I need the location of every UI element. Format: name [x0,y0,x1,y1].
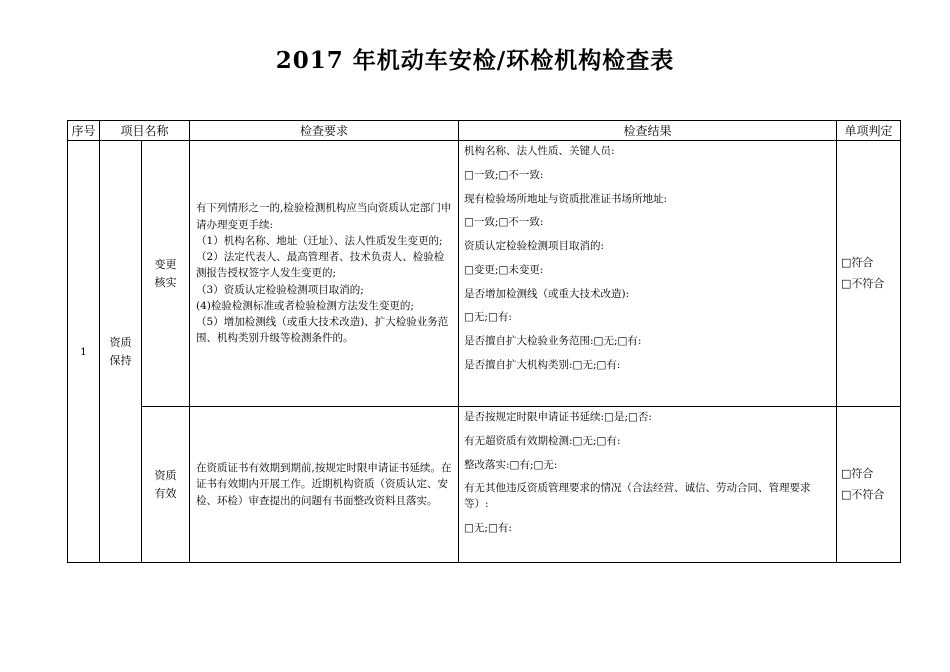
page-title: 2017 年机动车安检/环检机构检查表 [275,47,675,74]
requirement-line: （5）增加检测线（或重大技术改造)、扩大检验业务范围、机构类别升级等检测条件的。 [196,316,449,345]
header-judgment: 单项判定 [837,121,901,141]
judgment-cell [837,407,901,563]
result-line[interactable]: 机构名称、法人性质、关键人员: [464,145,615,157]
category-cell [100,141,142,563]
result-line[interactable]: □无;□有: [464,311,512,324]
result-line[interactable]: 有无超资质有效期检测:□无;□有: [464,434,621,447]
category-line: 资质 [109,336,132,350]
result-line[interactable]: 是否增加检测线（或重大技术改造): [464,287,630,300]
result-line[interactable]: 是否按规定时限申请证书延续:□是;□否: [464,411,652,423]
judgment-fail-checkbox[interactable]: □不符合 [841,487,885,501]
requirement-cell [190,407,459,563]
result-cell [459,141,837,407]
result-line[interactable]: □一致;□不一致: [464,216,544,229]
judgment-cell [837,141,901,407]
result-line[interactable]: □无;□有: [464,521,512,534]
header-requirement: 检查要求 [190,121,459,141]
subitem-line: 核实 [154,275,177,289]
result-cell [459,407,837,563]
result-line[interactable]: 是否擅自扩大机构类别:□无;□有: [464,358,621,371]
header-seq: 序号 [68,121,100,141]
result-line[interactable]: 现有检验场所地址与资质批准证书场所地址: [464,192,668,205]
requirement-cell [190,141,459,407]
judgment-fail-checkbox[interactable]: □不符合 [841,276,885,290]
requirement-line: (4)检验检测标准或者检验检测方法发生变更的; [196,299,414,312]
result-line[interactable]: □变更;□未变更: [464,263,544,276]
subitem-line: 变更 [154,258,177,272]
table-row [68,407,901,563]
subitem-line: 有效 [154,486,177,500]
header-row [68,121,901,141]
result-line[interactable]: 有无其他违反资质管理要求的情况（合法经营、诚信、劳动合同、管理要求等）: [464,482,811,510]
judgment-pass-checkbox[interactable]: □符合 [841,466,874,480]
header-item: 项目名称 [100,121,190,141]
judgment-pass-checkbox[interactable]: □符合 [841,255,874,269]
subitem-name-validity [142,407,190,563]
requirement-line: （1）机构名称、地址（迁址）、法人性质发生变更的; [196,234,443,247]
requirement-line: （2）法定代表人、最高管理者、技术负责人、检验检测报告授权签字人发生变更的; [196,251,445,280]
subitem-name-change [142,141,190,407]
table-row [68,141,901,407]
result-line[interactable]: 是否擅自扩大检验业务范围:□无;□有: [464,335,642,347]
result-line[interactable]: 整改落实:□有;□无: [464,458,558,471]
category-line: 保持 [109,353,132,367]
subitem-line: 资质 [154,469,177,483]
inspection-table [67,120,901,563]
result-line[interactable]: 资质认定检验检测项目取消的: [464,240,605,252]
header-result: 检查结果 [459,121,837,141]
result-line[interactable]: □一致;□不一致: [464,168,544,181]
requirement-line: （3）资质认定检验检测项目取消的; [196,283,364,296]
seq-cell: 1 [68,141,100,563]
requirement-line: 有下列情形之一的,检验检测机构应当向资质认定部门申请办理变更手续: [196,202,452,231]
requirement-line: 在资质证书有效期到期前,按规定时限申请证书延续。在证书有效期内开展工作。近期机构资质（资质认定、安检、环检）审查提出的问题有书面整改资料且落实。 [196,462,452,507]
